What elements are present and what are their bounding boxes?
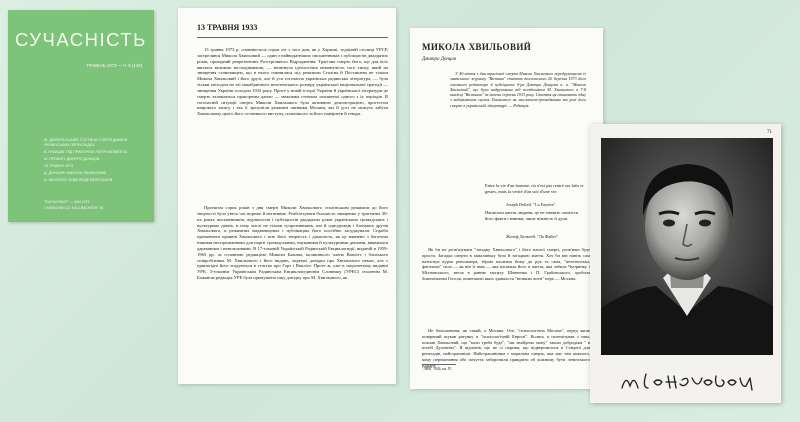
article-heading: 13 ТРАВНЯ 1933 [197, 23, 258, 32]
contents-item: 13 ТРАВНЯ 1973 [44, 163, 74, 168]
page-number: 71 [767, 130, 772, 135]
contents-item: А. ЖАЛТЕКО: КУДИ ВЕДЕ ВЕЛЕСЬКОВ [44, 178, 113, 183]
portrait-illustration [601, 138, 773, 355]
footnote: "ЛНВ" 1926, кн. IV. [422, 367, 452, 371]
article-paragraph: 13 травня 1973 р. сповнюється сорок літ з того дня, як у Харкові, тодішній столиці УРСР, застрелився Микола Хвильовий — один з найвидатніших письменників і публіцистів двадцятих років, провідний репрезентант Розстріляного Відродження. Трагічна смерть його, що для всіх явилася великою несподіванкою, — неминуча ідеологічна неминучість того тиску, який на знищення становищем, що в нього опинилися під режимом Сталіна й Постишева не тільки Микола Хвильовий і його друзі, але й уся тогочасна українська радянська література, — була тільки епізодом на тлі макабричного велетенського розміру української національної трагедії — знищення України голодом 1933 року. Проте у новій історії України й української літератури це смерть залишиться прапорним датою — межовим стовпом залишеної одного з їх періодів. В тогочасній ситуації смерть Миколи Хвильового була активною демонстрацією, протестом широкого засягу і так її зрозуміли режимні чинники Москви, які й досі не можуть забути Хвильовому цього його останнього виступу, сильнішого за його памфлети й етюди. [197, 47, 388, 117]
epigraph-ukrainian: Написали життя людини, це не значить оповісти його факти і вчинки, лише ніжність її душі. [485, 210, 579, 221]
portrait-photo [601, 138, 773, 355]
cover-contents-list [44, 138, 148, 185]
article-byline: Дмитро Донцов [422, 57, 457, 62]
handwritten-signature [618, 368, 758, 394]
magazine-title: СУЧАСНІСТЬ [15, 29, 147, 50]
cover-footer [44, 200, 148, 211]
cover-footer-line: 2 MÜNCHEN 22, KAULBACHSTR. 16 [44, 205, 104, 210]
magazine-issue: ТРАВЕНЬ 1973 — Ч. 5 (149) [86, 63, 143, 68]
heading-rule [197, 37, 388, 38]
article-paragraph: Не большовизм, як такий, а Москва. Оте, "психологічна Москва", перед якою повірений шукав ратунку в "психологічній Европі". Колись я полемізував з ним, поклав Хвильовий, що "коли треба буде", "ми знайдемо мову" таким добродіям " в штабі Духовнім". Я відповів, що не сі пориви, що відвертаються в Совдепі для ренегадів, найстрашніші. Найстрашнішим є моральна смерть, яка має там кожного, кому переконання або почуття заборонили прикрити об кожному бути ленінського Корану". [422, 328, 590, 368]
contents-item: М. ПРОКОП: ДМИТРО ДОНЦОВ [44, 156, 100, 161]
article-paragraph: Як би не розв'язувати "загадку Хвильового" і його наглої смерті, розв'язка буде проста. Загадка смерти в замалиньку була й загадкою життя. Хоч би він навіть сам натиснув курок револьвера, зброю вложила йому до рук та сама, "велетенська, фатальна" сила — як він її звав — яка вложила його в життя, яка забила Чупринку і Міхновського, звела в ранню могилу Шевченка і П. Грабовського, зробила божевільним Гоголя, поменшою яких здавалося "великих воєн" пера — Москва. [422, 247, 590, 281]
epigraph-french: Entre la vie d'un homme, où n'est pas rentré ses faits et gestes, mais la verité d'un soir d'une vie. [485, 183, 584, 194]
article-page-dontsov [410, 28, 603, 389]
article-author-title: МИКОЛА ХВИЛЬОВИЙ [422, 42, 532, 52]
contents-item: Ж. ДЮПЕЛЬСЬКИЙ: ГОСТИНА СТАРОЇ ДАМИ В УКРАЇНСЬКИХ ПЕРЕКЛАДАХ [44, 138, 127, 147]
footnote-rule [422, 364, 456, 365]
editorial-intro: У 40-ліття з дня трагічної смерті Миколи Хвильового передруковуємо із львівського журналу "Вістник" статтю тогочасного 20 березня 1973 його головного редактора й публіциста д-ра Дмитра Донцова п. н. "Микола Хвильовий", що була надрукована під псевдонімом М. Хвильового в 7-8 книжці "Вістника" за липень-серпень 1933 року. Стаття ця становить одну з найцікавіших оцінок Хвильового як мислителя-громадянина та ролі його смерті в українській літературі. — Редакція. [450, 71, 586, 108]
epigraph-source: Жозеф Дельтей. "Ла Файєт". [506, 234, 560, 239]
article-page-editorial [178, 8, 396, 384]
article-paragraph: Протягом сорок років з дня смерті Миколи Хвильового сталінським режимом до його творчості було увесь час вороже й негативне. Реабілітувати більшість знищених у трагічних 30-их роках письменників, журналістів і публіцистів двадцятих років українських громадських і культурних діячів, в тому числі не тільки супротивників, але й однодумців і близьких друзів Хвильового, в режимних видавництвах і публікаціях його постійно засуджували. Спроби промовчати проявів Хвильового і всю його творчість і діяльність, як це вчинено з багатьма іншими неспроміжними для партії громадськими, науковими й культурними діячами, виявилися даремними і неможливими. В 17-томовій Українській Радянській Енциклопедії, виданій в 1959-1965 рр. за головною редакцією Миколи Бажана, колишнього члена Ваплітє і близького співробітника М. Хвильового і його видань, окремої довідки про Хвильового немає, але є принагідні його згадуються в статтях про Гарт і Вапліте. Проте ж, уже в скороченому виданні УРЕ, 3-томовім Українськім Радянськім Енциклопедичнім Словнику (УРЕС) очоленім М. Бажаном редакція УРЕ була примушена таку довідку про М. Хвильового, як [197, 205, 388, 281]
epigraph-source: Joseph Delteil. "La Fayette". [506, 202, 557, 207]
portrait-page [590, 124, 781, 403]
contents-item: Д. ДОНЦОВ: МИКОЛА ХВИЛЬОВИЙ [44, 170, 107, 175]
magazine-cover [8, 10, 154, 222]
cover-footer-line: "SUCHASNIST" — MAI 1973 [44, 200, 90, 204]
contents-item: Б. КРАВЦІВ: ПІД ПРАПОРОМ ЛЮТРОКОМІТЕТА [44, 149, 128, 154]
